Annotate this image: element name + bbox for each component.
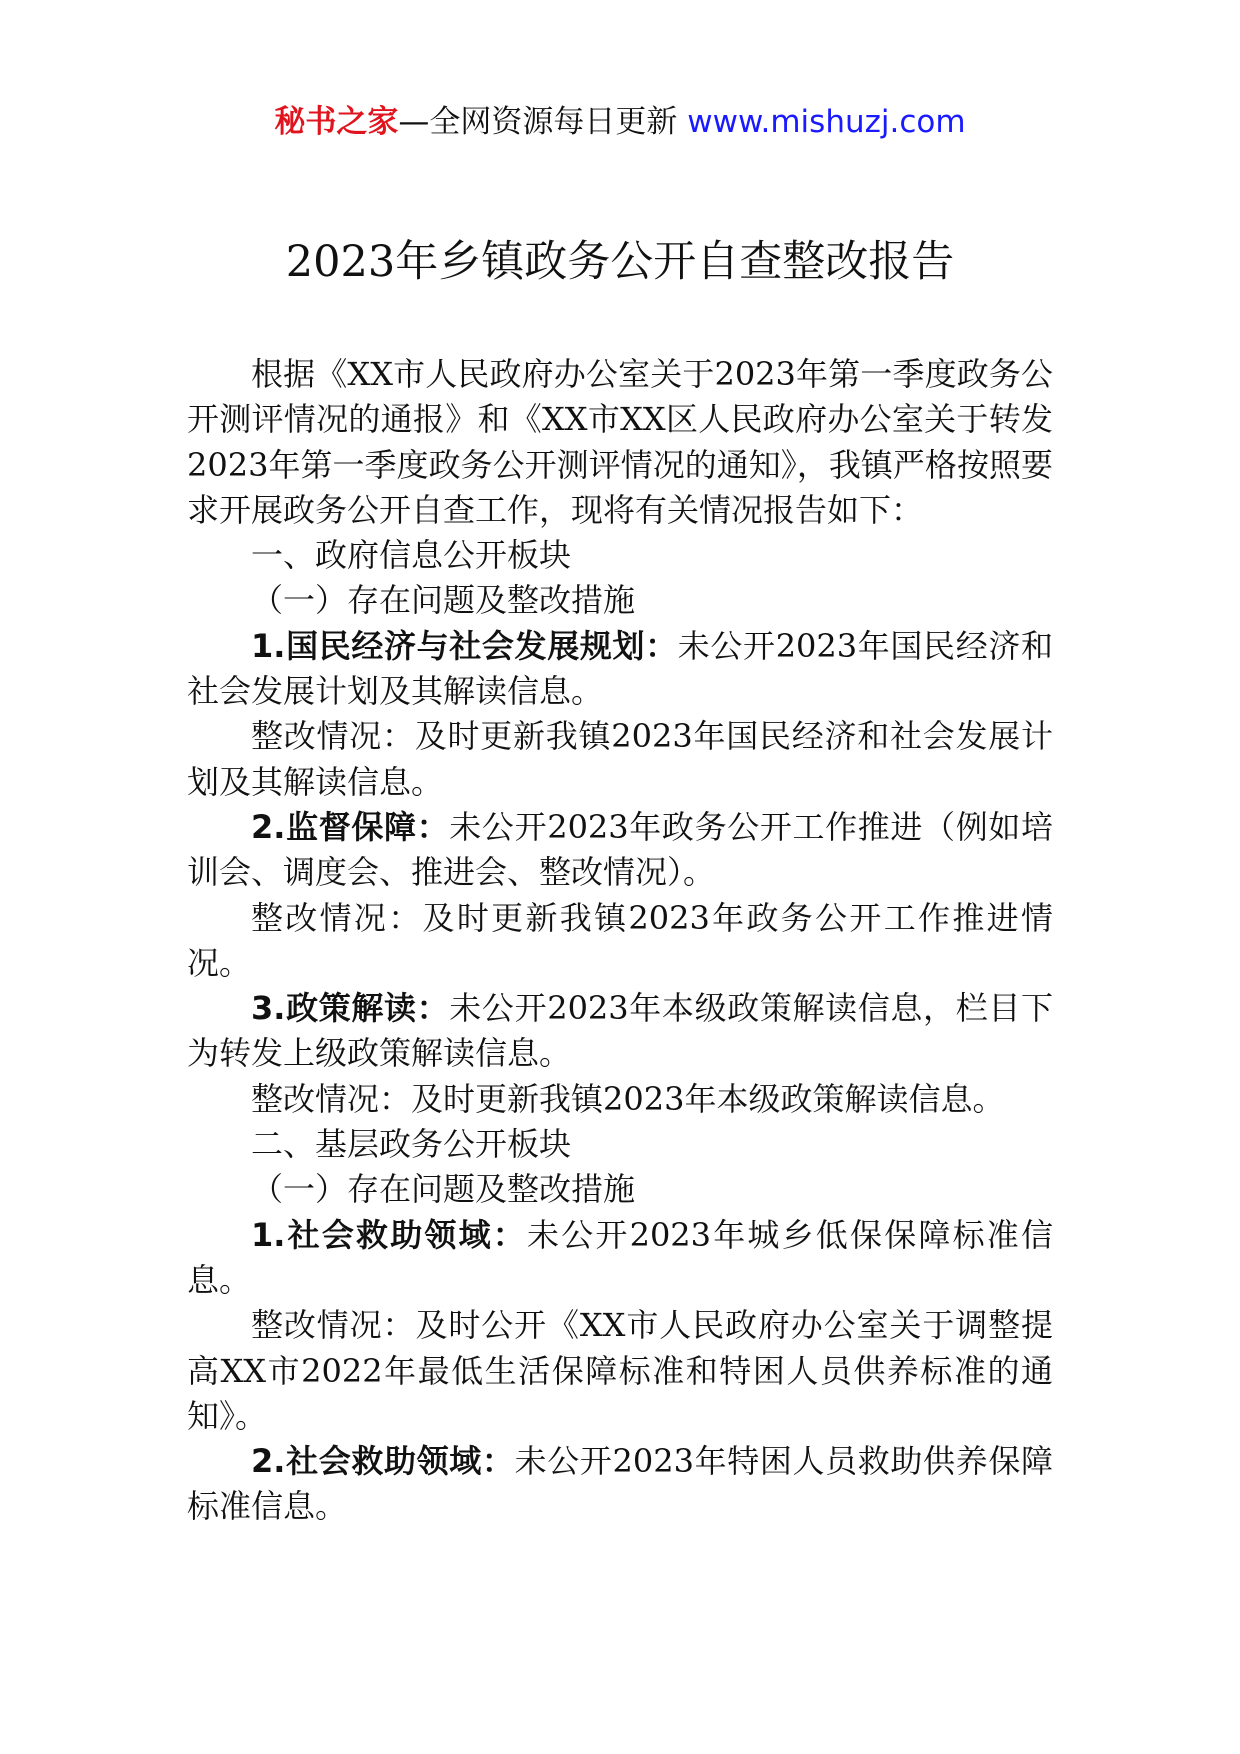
site-slogan: —全网资源每日更新 (398, 104, 678, 140)
item-fix: 整改情况：及时更新我镇2023年政务公开工作推进情况。 (187, 898, 1053, 982)
item-label: 2.社会救助领域： (251, 1442, 515, 1481)
item-fix: 整改情况：及时更新我镇2023年本级政策解读信息。 (251, 1079, 1005, 1118)
document-body (187, 352, 1053, 1530)
item-issue: 未公开2023年城乡低保保障标准信息。 (187, 1215, 1053, 1299)
item-fix: 整改情况：及时更新我镇2023年国民经济和社会发展计划及其解读信息。 (187, 717, 1053, 801)
item-fix: 整改情况：及时公开《XX市人民政府办公室关于调整提高XX市2022年最低生活保障标准和特困人员供养标准的通知》。 (187, 1306, 1053, 1435)
item-label: 1.社会救助领域： (251, 1215, 527, 1254)
item-paragraph (187, 1439, 1053, 1530)
intro-paragraph: 根据《XX市人民政府办公室关于2023年第一季度政务公开测评情况的通报》和《XX市XX区人民政府办公室关于转发2023年第一季度政务公开测评情况的通知》，我镇严格按照要求开展政务公开自查工作，现将有关情况报告如下： (187, 355, 1053, 529)
section-1-subheading: （一）存在问题及整改措施 (251, 581, 636, 620)
document-title: 2023年乡镇政务公开自查整改报告 (285, 237, 955, 287)
item-paragraph (187, 1213, 1053, 1304)
item-paragraph (187, 805, 1053, 896)
site-url-link[interactable]: www.mishuzj.com (687, 104, 966, 140)
section-1-heading: 一、政府信息公开板块 (251, 536, 572, 575)
item-issue: 未公开2023年本级政策解读信息，栏目下为转发上级政策解读信息。 (187, 989, 1053, 1073)
item-label: 1.国民经济与社会发展规划： (251, 626, 678, 665)
section-2-subheading: （一）存在问题及整改措施 (251, 1170, 636, 1209)
item-label: 2.监督保障： (251, 807, 450, 846)
section-2-heading: 二、基层政务公开板块 (251, 1125, 572, 1164)
item-paragraph (187, 986, 1053, 1077)
brand-name: 秘书之家 (274, 104, 399, 140)
site-header (0, 100, 1240, 144)
item-issue: 未公开2023年特困人员救助供养保障标准信息。 (187, 1442, 1053, 1526)
item-issue: 未公开2023年政务公开工作推进（例如培训会、调度会、推进会、整改情况）。 (187, 807, 1053, 892)
item-issue: 未公开2023年国民经济和社会发展计划及其解读信息。 (187, 626, 1053, 711)
item-paragraph (187, 624, 1053, 715)
item-label: 3.政策解读： (251, 989, 450, 1028)
